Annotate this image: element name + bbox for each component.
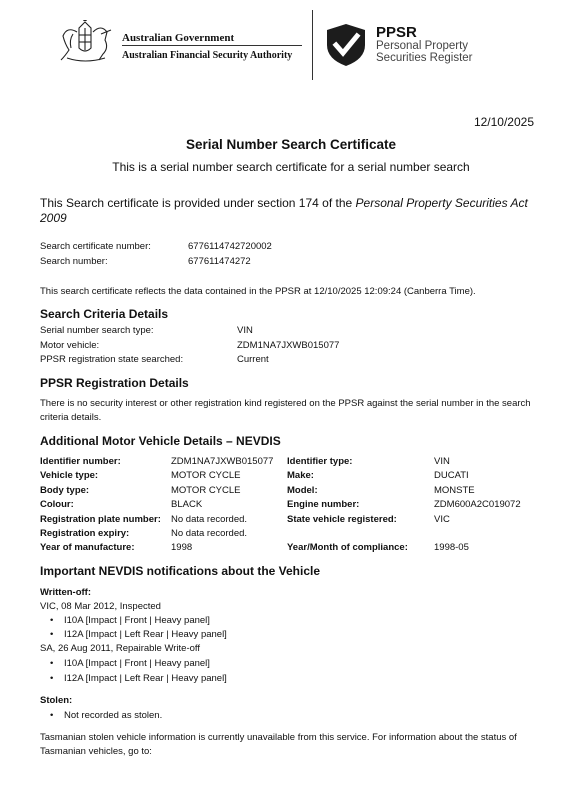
nevdis-label: Year/Month of compliance: [287,542,408,553]
section-heading-notifications: Important NEVDIS notifications about the Vehicle [40,564,321,578]
nevdis-label: Body type: [40,485,90,496]
written-off-event: SA, 26 Aug 2011, Repairable Write-off [40,643,201,654]
nevdis-value: DUCATI [434,470,469,481]
list-item-text: I12A [Impact | Left Rear | Heavy panel] [64,629,227,640]
nevdis-value: BLACK [171,499,203,510]
ppsr-shield-logo-icon [324,23,368,67]
nevdis-label: Registration expiry: [40,528,130,539]
list-item [50,673,227,684]
nevdis-value: MOTOR CYCLE [171,485,241,496]
criteria-vehicle-label: Motor vehicle: [40,340,100,351]
nevdis-value: MOTOR CYCLE [171,470,241,481]
list-item [50,629,227,640]
nevdis-value: No data recorded. [171,514,248,525]
nevdis-label: Model: [287,485,318,496]
nevdis-label: Identifier type: [287,456,353,467]
tasmanian-text: Tasmanian stolen vehicle information is currently unavailable from this service. For information about the status of Tasmanian vehicles, go to: [40,732,517,757]
search-number-label: Search number: [40,256,108,267]
nevdis-label: Vehicle type: [40,470,99,481]
written-off-label: Written-off: [40,587,92,598]
list-item [50,615,210,626]
divider [122,45,302,46]
search-number-value: 677611474272 [188,256,251,267]
ppsr-line-1: Personal Property [376,40,469,52]
government-name: Australian Government [122,32,235,44]
nevdis-value: MONSTE [434,485,475,496]
section-heading-nevdis: Additional Motor Vehicle Details – NEVDIS [40,434,281,448]
nevdis-value: 1998-05 [434,542,469,553]
registration-text: There is no security interest or other registration kind registered on the PPSR against the serial number in the search criteria details. [40,398,531,423]
ppsr-title: PPSR [376,24,417,41]
nevdis-label: State vehicle registered: [287,514,397,525]
page-header [0,0,582,90]
stolen-label: Stolen: [40,695,73,706]
written-off-event: VIC, 08 Mar 2012, Inspected [40,601,161,612]
nevdis-label: Colour: [40,499,74,510]
nevdis-value: No data recorded. [171,528,248,539]
criteria-type-label: Serial number search type: [40,325,154,336]
nevdis-value: VIC [434,514,450,525]
section-heading-criteria: Search Criteria Details [40,307,169,321]
nevdis-label: Make: [287,470,314,481]
criteria-vehicle-value: ZDM1NA7JXWB015077 [237,340,340,351]
act-name: Personal Property Securities Act 2009 [40,196,528,225]
vertical-divider [312,10,313,80]
list-item [50,710,162,721]
nevdis-value: VIN [434,456,450,467]
nevdis-label: Identifier number: [40,456,121,467]
criteria-state-value: Current [237,354,269,365]
agency-name: Australian Financial Security Authority [122,50,293,61]
list-item [50,658,210,669]
provided-prefix: This Search certificate is provided under section 174 of the [40,196,356,210]
nevdis-label: Registration plate number: [40,514,161,525]
cert-number-value: 6776114742720002 [188,241,272,252]
list-item-text: I10A [Impact | Front | Heavy panel] [64,615,210,626]
list-item-text: Not recorded as stolen. [64,710,163,721]
section-heading-registration: PPSR Registration Details [40,376,189,390]
list-item-text: I12A [Impact | Left Rear | Heavy panel] [64,673,227,684]
nevdis-label: Engine number: [287,499,360,510]
criteria-state-label: PPSR registration state searched: [40,354,184,365]
ppsr-subtitle [376,40,473,64]
nevdis-value: ZDM1NA7JXWB015077 [171,456,274,467]
cert-number-label: Search certificate number: [40,241,151,252]
reflects-statement: This search certificate reflects the data contained in the PPSR at 12/10/2025 12:09:24 (Canberra Time). [40,286,476,297]
coat-of-arms-icon [55,20,115,64]
page-title: Serial Number Search Certificate [185,137,397,152]
ppsr-line-2: Securities Register [376,52,473,64]
provided-statement [40,196,540,226]
certificate-date: 12/10/2025 [473,115,534,129]
page-subtitle: This is a serial number search certificate for a serial number search [112,160,470,174]
list-item-text: I10A [Impact | Front | Heavy panel] [64,658,210,669]
criteria-type-value: VIN [237,325,253,336]
nevdis-label: Year of manufacture: [40,542,135,553]
nevdis-value: ZDM600A2C019072 [434,499,521,510]
nevdis-value: 1998 [171,542,193,553]
